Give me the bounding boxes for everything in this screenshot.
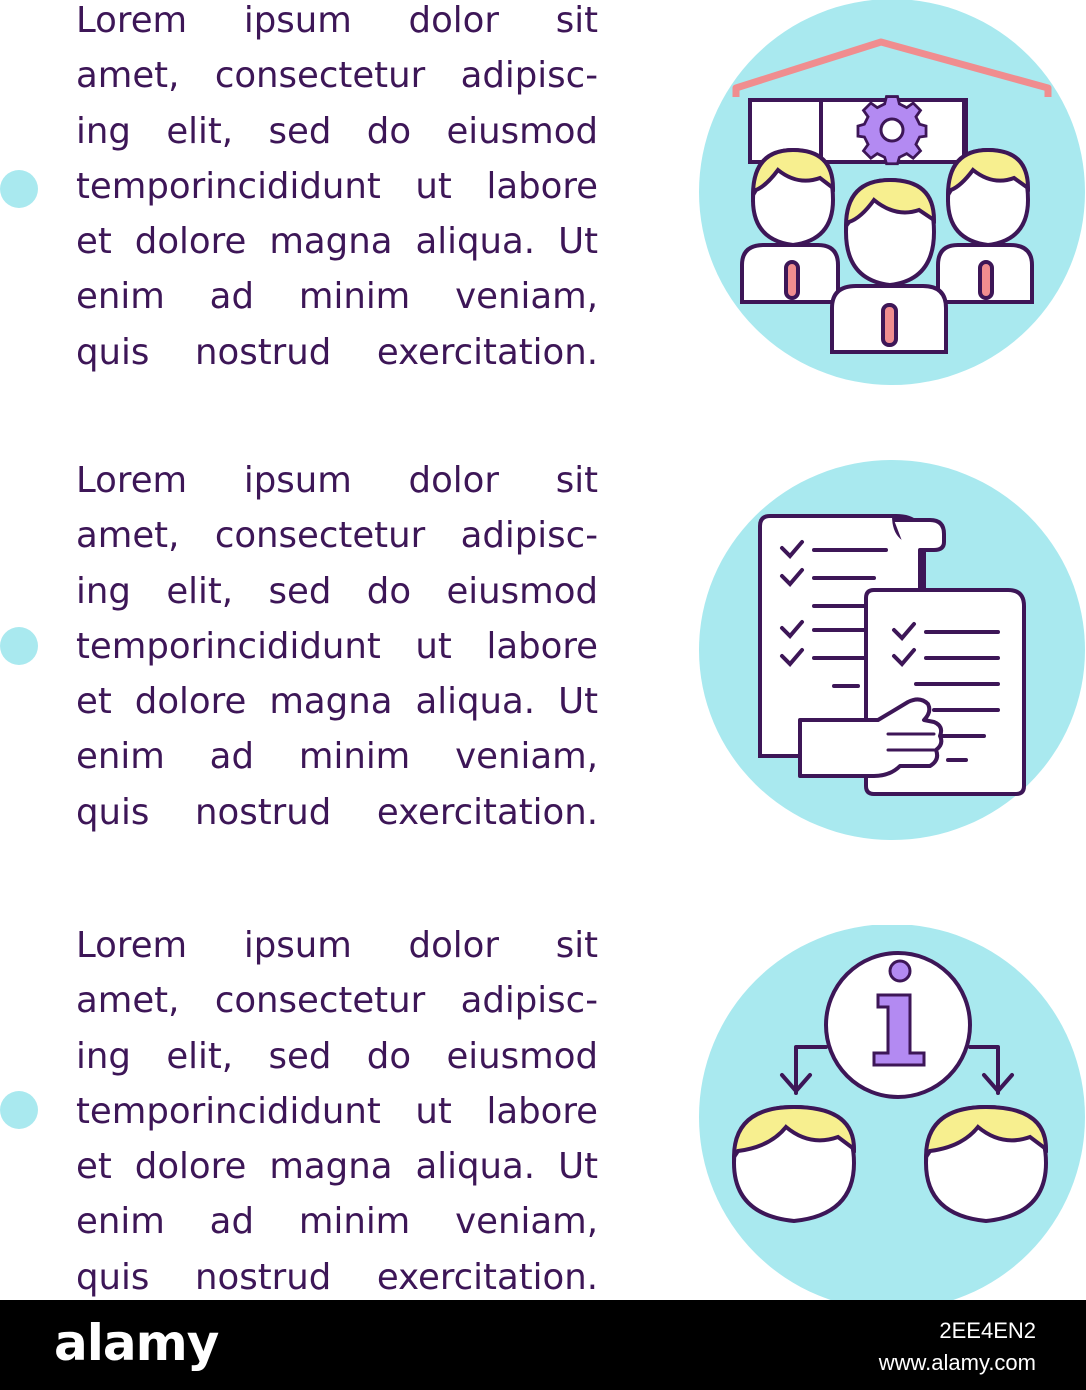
paragraph-line: ing elit, sed do eiusmod xyxy=(76,570,598,612)
image-id: 2EE4EN2 xyxy=(939,1318,1036,1343)
paragraph-line: enim ad minim veniam, xyxy=(76,736,598,778)
paragraph-line: quis nostrud exercitation. xyxy=(76,791,598,833)
paragraph-line: enim ad minim veniam, xyxy=(76,1201,598,1243)
bullet-dot xyxy=(0,1091,38,1129)
team-office-icon xyxy=(698,0,1086,390)
paragraph-line: et dolore magna aliqua. Ut xyxy=(76,1146,598,1188)
paragraph xyxy=(76,918,598,1305)
paragraph-line: quis nostrud exercitation. xyxy=(76,1256,598,1298)
paragraph-line: amet, consectetur adipisc- xyxy=(76,515,598,557)
bullet-dot xyxy=(0,627,38,665)
paragraph-line: temporincididunt ut labore xyxy=(76,165,598,207)
paragraph-line: temporincididunt ut labore xyxy=(76,625,598,667)
paragraph-line: ing elit, sed do eiusmod xyxy=(76,110,598,152)
paragraph-line: Lorem ipsum dolor sit xyxy=(76,460,598,501)
paragraph-line: ing elit, sed do eiusmod xyxy=(76,1035,598,1077)
paragraph-line: enim ad minim veniam, xyxy=(76,276,598,318)
section-1 xyxy=(0,0,1086,400)
paragraph-line: et dolore magna aliqua. Ut xyxy=(76,221,598,263)
information-sharing-icon xyxy=(698,925,1086,1300)
bullet-dot xyxy=(0,170,38,208)
section-2 xyxy=(0,460,1086,860)
paragraph-line: quis nostrud exercitation. xyxy=(76,331,598,373)
checklist-documents-icon xyxy=(698,460,1086,850)
paragraph-line: et dolore magna aliqua. Ut xyxy=(76,681,598,723)
paragraph-line: amet, consectetur adipisc- xyxy=(76,980,598,1022)
paragraph-line: amet, consectetur adipisc- xyxy=(76,55,598,97)
alamy-logo: alamy xyxy=(54,1314,219,1372)
section-3 xyxy=(0,925,1086,1325)
paragraph-line: temporincididunt ut labore xyxy=(76,1090,598,1132)
site-url: www.alamy.com xyxy=(878,1350,1036,1375)
paragraph-line: Lorem ipsum dolor sit xyxy=(76,925,598,966)
footer-bar xyxy=(0,1300,1086,1390)
paragraph xyxy=(76,0,598,380)
paragraph-line: Lorem ipsum dolor sit xyxy=(76,0,598,41)
paragraph xyxy=(76,453,598,840)
